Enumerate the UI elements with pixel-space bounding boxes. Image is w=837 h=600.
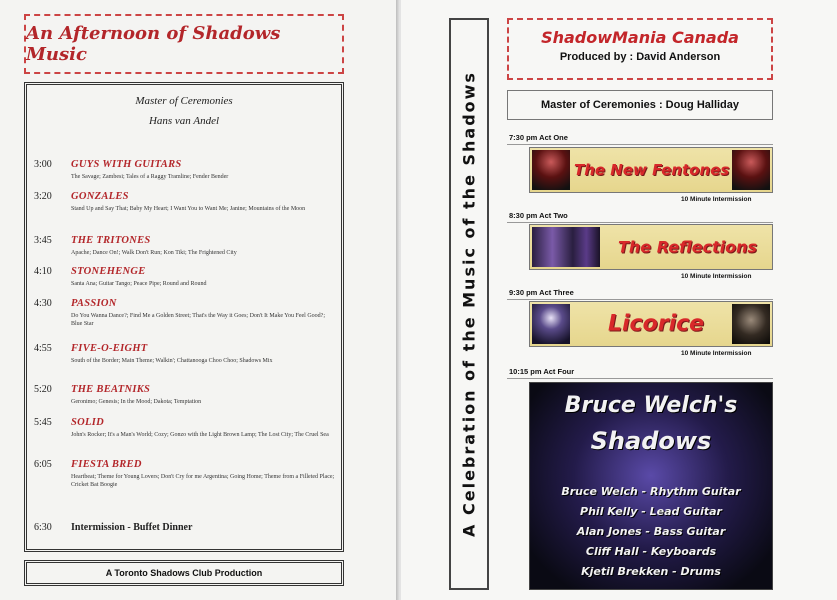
act-name: FIVE-O-EIGHT xyxy=(71,343,148,354)
band-photo xyxy=(532,227,600,267)
mc-role-label: Master of Ceremonies xyxy=(135,95,233,107)
slot-divider xyxy=(507,222,773,223)
lineup-member: Bruce Welch - Rhythm Guitar xyxy=(561,485,741,498)
band-name: The New Fentones xyxy=(574,161,730,179)
lineup-member: Phil Kelly - Lead Guitar xyxy=(580,505,722,518)
intermission-note: 10 Minute Intermission xyxy=(681,196,752,203)
afternoon-title: An Afternoon of Shadows Music xyxy=(26,23,281,65)
slot-divider xyxy=(507,144,773,145)
slot-time: 8:30 pm Act Two xyxy=(509,211,568,220)
intermission-note: 10 Minute Intermission xyxy=(681,273,752,280)
act-name: GUYS WITH GUITARS xyxy=(71,159,182,170)
act-time: 3:00 xyxy=(34,159,52,170)
band-photo xyxy=(532,150,570,190)
slot-divider xyxy=(507,378,773,379)
act-time: 4:30 xyxy=(34,298,52,309)
poster-title-line2: Shadows xyxy=(590,427,712,455)
shadowmania-title: ShadowMania Canada xyxy=(541,28,739,47)
band-name: The Reflections xyxy=(618,237,758,257)
act-name: FIESTA BRED xyxy=(71,459,142,470)
band-name: Licorice xyxy=(608,311,705,337)
act-time: 4:10 xyxy=(34,266,52,277)
act-songs: South of the Border; Main Theme; Walkin'; Chattanooga Choo Choo; Shadows Mix xyxy=(71,358,273,364)
band-banner xyxy=(529,147,773,193)
band-banner xyxy=(529,224,773,270)
act-songs: The Savage; Zambesi; Tales of a Raggy Tramline; Fender Bender xyxy=(71,174,229,180)
act-time: 6:05 xyxy=(34,459,52,470)
band-photo xyxy=(532,304,570,344)
shadowmania-header xyxy=(507,18,773,80)
slot-time: 9:30 pm Act Three xyxy=(509,288,574,297)
band-banner xyxy=(529,301,773,347)
lineup-member: Alan Jones - Bass Guitar xyxy=(576,525,726,538)
vertical-title: A Celebration of the Music of the Shadows xyxy=(459,71,479,537)
act-time: 3:45 xyxy=(34,235,52,246)
act-name: GONZALES xyxy=(71,191,129,202)
intermission-label: Intermission - Buffet Dinner xyxy=(71,522,193,533)
slot-time: 10:15 pm Act Four xyxy=(509,367,575,376)
act-name: THE TRITONES xyxy=(71,235,151,246)
vertical-title-box xyxy=(449,18,489,590)
act-songs: Heartbeat; Theme for Young Lovers; Don't Cry for me Argentina; Going Home; Theme from a Filleted Place; Cricket Bat Boogie xyxy=(71,474,335,488)
intermission-time: 6:30 xyxy=(34,522,52,533)
headliner-poster xyxy=(529,382,773,590)
act-time: 5:45 xyxy=(34,417,52,428)
production-credit: A Toronto Shadows Club Production xyxy=(105,568,263,578)
act-songs: Apache; Dance On!; Walk Don't Run; Kon Tiki; The Frightened City xyxy=(71,250,237,256)
act-time: 4:55 xyxy=(34,343,52,354)
intermission-note: 10 Minute Intermission xyxy=(681,350,752,357)
poster-title-line1: Bruce Welch's xyxy=(564,393,738,418)
production-footer xyxy=(24,560,344,586)
act-name: SOLID xyxy=(71,417,105,428)
act-name: PASSION xyxy=(71,298,117,309)
act-songs: John's Rocker; It's a Man's World; Cozy; Gonzo with the Light Brown Lamp; The Lost City; The Cruel Sea xyxy=(71,432,329,438)
afternoon-program xyxy=(24,82,344,552)
act-time: 3:20 xyxy=(34,191,52,202)
band-photo xyxy=(732,304,770,344)
slot-divider xyxy=(507,299,773,300)
act-songs: Geronimo; Genesis; In the Mood; Dakota; Temptation xyxy=(71,399,202,405)
act-songs: Do You Wanna Dance?; Find Me a Golden Street; That's the Way it Goes; Don't It Make You Feel Good?; Blue Star xyxy=(71,313,325,327)
evening-mc-box xyxy=(507,90,773,120)
right-page xyxy=(401,0,837,600)
lineup-member: Cliff Hall - Keyboards xyxy=(585,545,717,558)
producer-credit: Produced by : David Anderson xyxy=(559,51,721,63)
band-photo xyxy=(732,150,770,190)
act-time: 5:20 xyxy=(34,384,52,395)
left-page xyxy=(0,0,398,600)
act-songs: Stand Up and Say That; Baby My Heart; I Want You to Want Me; Janine; Mountains of the Moon xyxy=(71,206,306,212)
act-name: STONEHENGE xyxy=(71,266,146,277)
act-name: THE BEATNIKS xyxy=(71,384,151,395)
evening-mc: Master of Ceremonies : Doug Halliday xyxy=(540,99,740,111)
mc-name: Hans van Andel xyxy=(148,115,220,127)
afternoon-title-box xyxy=(24,14,344,74)
act-songs: Santa Ana; Guitar Tango; Peace Pipe; Round and Round xyxy=(71,281,207,287)
lineup-member: Kjetil Brekken - Drums xyxy=(581,565,721,578)
slot-time: 7:30 pm Act One xyxy=(509,133,568,142)
